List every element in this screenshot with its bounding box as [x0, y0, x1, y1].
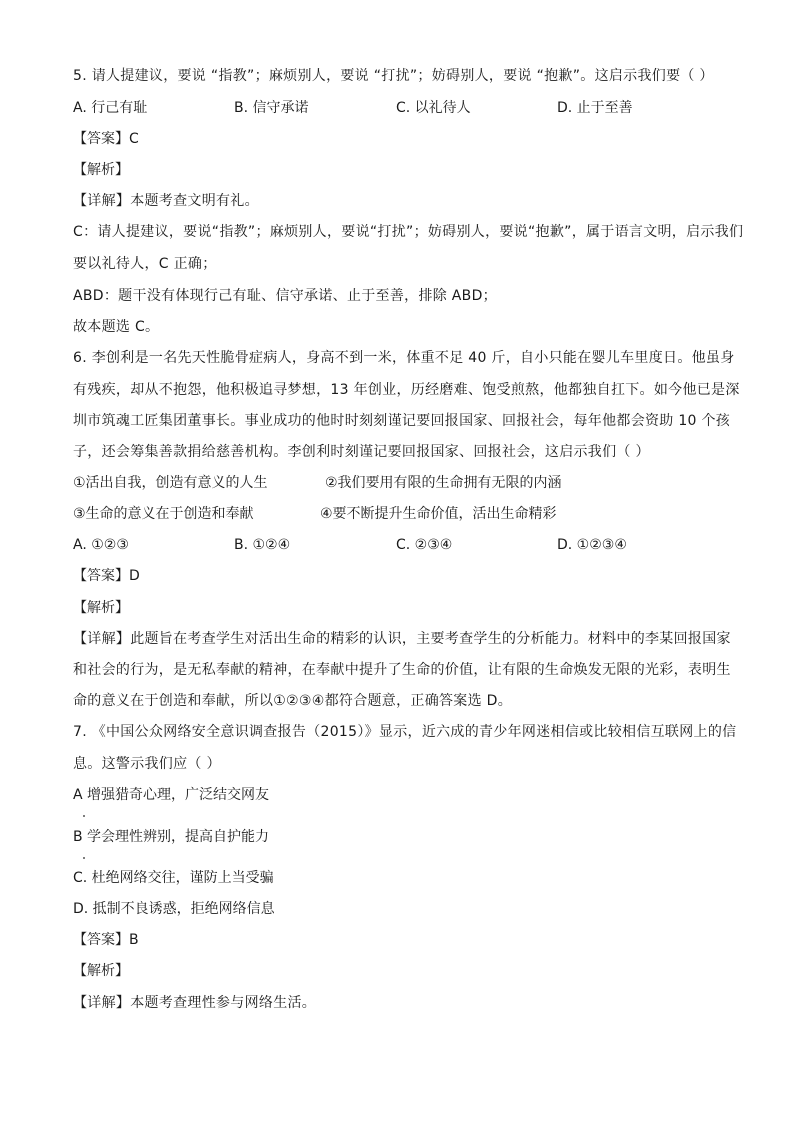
- q5-answer: 【答案】C: [73, 131, 139, 147]
- q6-analysis-label: 【解析】: [73, 600, 129, 616]
- q7-stem-line: 7. 《中国公众网络安全意识调查报告（2015）》显示，近六成的青少年网迷相信或比较相信互联网上的信: [73, 724, 737, 740]
- q6-statement-4: ④要不断提升生命价值，活出生命精彩: [320, 506, 557, 522]
- q5-option-a: A. 行己有耻: [73, 100, 148, 116]
- q7-stem-line: 息。这警示我们应（ ）: [73, 756, 221, 772]
- q5-explain-line: ABD：题干没有体现行己有耻、信守承诺、止于至善，排除 ABD；: [73, 288, 497, 304]
- q7-option-b: B 学会理性辨别，提高自护能力: [73, 829, 270, 845]
- q5-option-b: B. 信守承诺: [234, 100, 309, 116]
- q5-explain-line: 要以礼待人，C 正确；: [73, 256, 217, 272]
- q5-option-d: D. 止于至善: [557, 100, 633, 116]
- q6-stem-line: 子，还会筹集善款捐给慈善机构。李创利时刻谨记要回报国家、回报社会，这启示我们（ ）: [73, 444, 650, 460]
- q6-detail-line: 【详解】此题旨在考查学生对活出生命的精彩的认识，主要考查学生的分析能力。材料中的李某回报国家: [73, 631, 731, 647]
- q6-option-d: D. ①②③④: [557, 537, 627, 553]
- q7-option-d: D. 抵制不良诱惑，拒绝网络信息: [73, 901, 275, 917]
- q6-stem-line: 有残疾，却从不抱怨，他积极追寻梦想，13 年创业，历经磨难、饱受煎熬，他都独自扛下。如今他已是深: [73, 382, 740, 398]
- q7-analysis-label: 【解析】: [73, 963, 129, 979]
- q5-explain-line: C：请人提建议，要说“指教”；麻烦别人，要说“打扰”；妨碍别人，要说“抱歉”，属于语言文明，启示我们: [73, 224, 744, 240]
- q5-explain-line: 故本题选 C。: [73, 319, 160, 335]
- stray-dot-mark: [83, 815, 85, 817]
- q6-statement-3: ③生命的意义在于创造和奉献: [73, 506, 254, 522]
- q6-option-a: A. ①②③: [73, 537, 129, 553]
- q6-option-b: B. ①②④: [234, 537, 291, 553]
- q6-answer: 【答案】D: [73, 568, 140, 584]
- q5-option-c: C. 以礼待人: [396, 100, 471, 116]
- q5-analysis-label: 【解析】: [73, 162, 129, 178]
- q6-detail-line: 和社会的行为，是无私奉献的精神，在奉献中提升了生命的价值，让有限的生命焕发无限的光彩，表明生: [73, 662, 731, 678]
- q5-detail: 【详解】本题考查文明有礼。: [73, 193, 259, 209]
- q6-stem-line: 6. 李创利是一名先天性脆骨症病人，身高不到一米，体重不足 40 斤，自小只能在婴儿车里度日。他虽身: [73, 350, 735, 366]
- q6-statement-2: ②我们要用有限的生命拥有无限的内涵: [325, 475, 562, 491]
- stray-dot-mark: [83, 857, 85, 859]
- q7-answer: 【答案】B: [73, 932, 139, 948]
- q6-statement-1: ①活出自我，创造有意义的人生: [73, 475, 268, 491]
- q6-detail-line: 命的意义在于创造和奉献，所以①②③④都符合题意，正确答案选 D。: [73, 693, 513, 709]
- q7-option-a: A 增强猎奇心理，广泛结交网友: [73, 787, 270, 803]
- q7-detail: 【详解】本题考查理性参与网络生活。: [73, 995, 317, 1011]
- q7-option-c: C. 杜绝网络交往，谨防上当受骗: [73, 870, 274, 886]
- q6-option-c: C. ②③④: [396, 537, 453, 553]
- q6-stem-line: 圳市筑魂工匠集团董事长。事业成功的他时时刻刻谨记要回报国家、回报社会，每年他都会资助 10 个孩: [73, 413, 731, 429]
- q5-stem: 5. 请人提建议，要说 “指教”；麻烦别人，要说 “打扰”；妨碍别人，要说 “抱歉”。这启示我们要（ ）: [73, 68, 714, 84]
